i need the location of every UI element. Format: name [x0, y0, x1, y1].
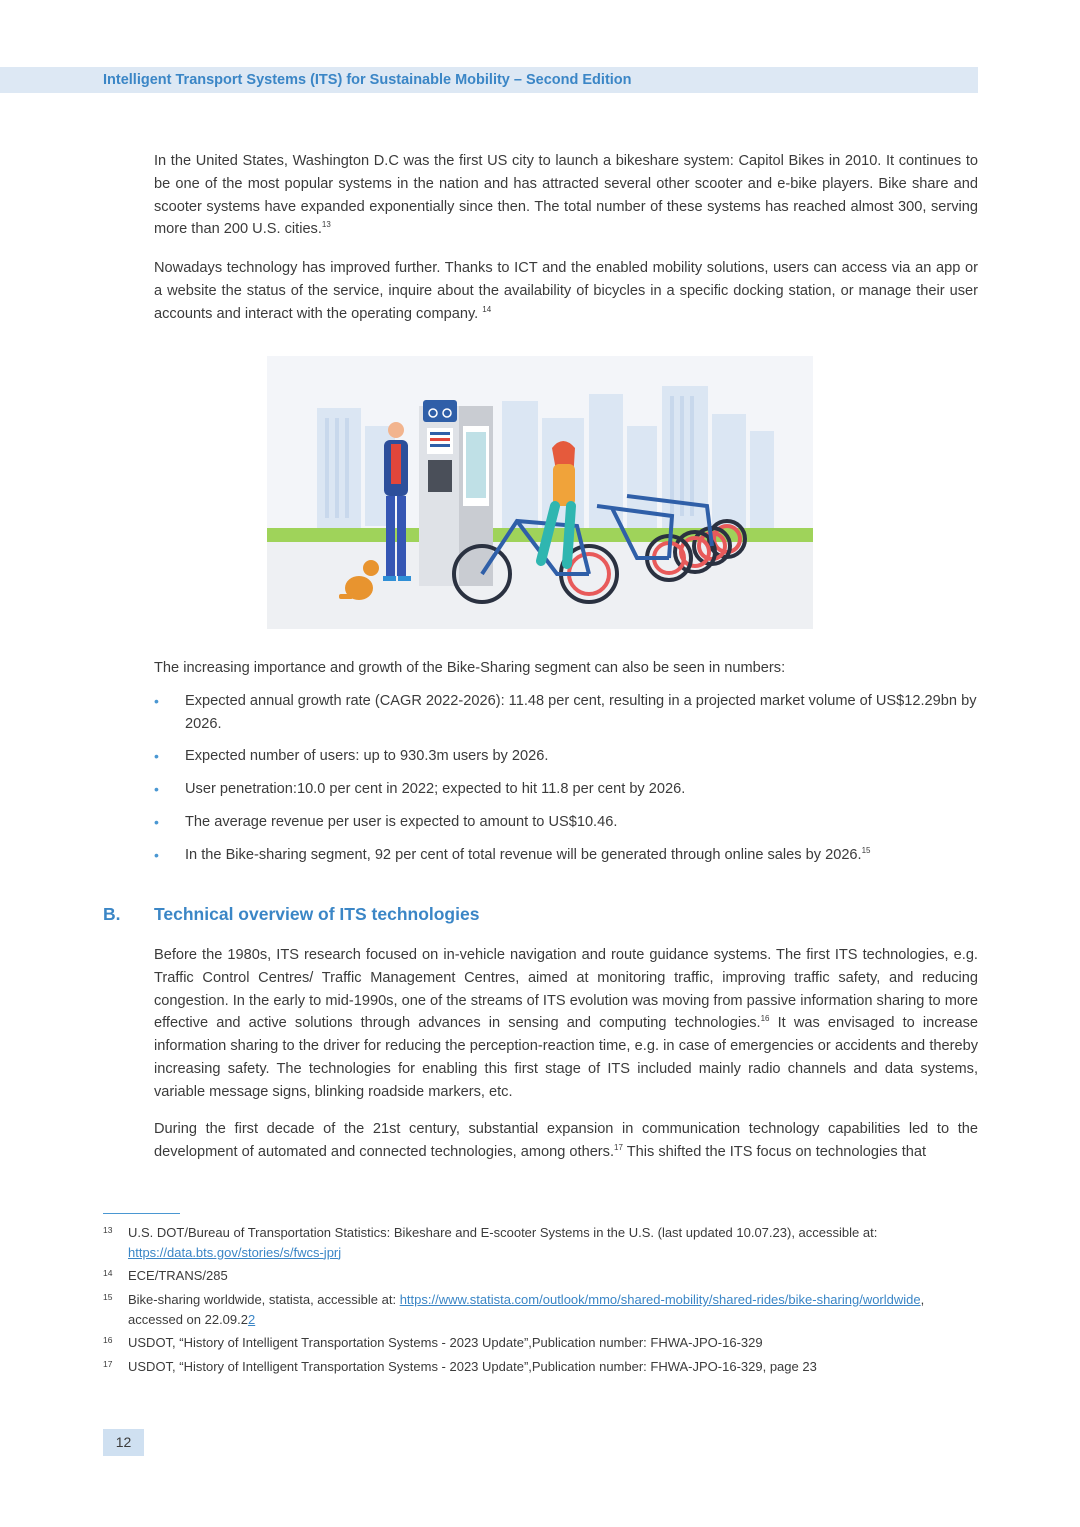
footnote-text-main: U.S. DOT/Bureau of Transportation Statistics: Bikeshare and E-scooter Systems in the U.S. (last updated 10.07.23), accessible at:	[128, 1225, 878, 1240]
footnote-ref[interactable]: 15	[861, 846, 871, 856]
paragraph-text: During the first decade of the 21st century, substantial expansion in communication technology capabilities led to the development of automated and connected technologies, among others.	[154, 1121, 978, 1160]
footnote-link[interactable]: https://data.bts.gov/stories/s/fwcs-jprj	[128, 1244, 342, 1260]
list-item-text: The average revenue per user is expected to amount to US$10.46.	[185, 814, 618, 830]
paragraph-its-history	[154, 944, 978, 1104]
section-letter: B.	[103, 904, 121, 924]
footnote-number: 17	[103, 1359, 113, 1369]
footnote-text	[128, 1290, 978, 1329]
bullet-icon: •	[154, 781, 159, 797]
list-item-text	[185, 844, 978, 867]
page-number: 12	[103, 1429, 144, 1456]
paragraph-bikeshare-us	[154, 150, 978, 241]
running-header	[0, 67, 978, 93]
footnote-number: 13	[103, 1225, 113, 1235]
footnote-ref[interactable]: 17	[614, 1142, 623, 1152]
footnote-text	[128, 1223, 978, 1262]
grass-strip	[267, 528, 813, 542]
list-item-text-main: In the Bike-sharing segment, 92 per cent of total revenue will be generated through online sales by 2026.	[185, 847, 862, 863]
footnote-text: USDOT, “History of Intelligent Transportation Systems - 2023 Update”,Publication number: FHWA-JPO-16-329	[128, 1335, 763, 1350]
paragraph-text: Nowadays technology has improved further. Thanks to ICT and the enabled mobility solutions, users can access via an app or a website the status of the service, inquire about the availability of bicycles in a specific docking station, or manage their user accounts and interact with the operating company.	[154, 260, 978, 322]
list-item-text: Expected annual growth rate (CAGR 2022-2026): 11.48 per cent, resulting in a projected market volume of US$12.29bn by 2026.	[185, 693, 977, 732]
footnote-ref[interactable]: 16	[760, 1014, 770, 1024]
footnote-link[interactable]: https://www.statista.com/outlook/mmo/shared-mobility/shared-rides/bike-sharing/worldwide	[399, 1292, 921, 1307]
bike-sharing-illustration	[267, 356, 813, 629]
section-title: Technical overview of ITS technologies	[154, 904, 480, 924]
footnote-text-main: Bike-sharing worldwide, statista, accessible at:	[128, 1292, 400, 1307]
footnote-divider	[103, 1213, 180, 1214]
list-item-text: User penetration:10.0 per cent in 2022; expected to hit 11.8 per cent by 2026.	[185, 781, 686, 797]
footnote-number: 14	[103, 1268, 113, 1278]
document-title: Intelligent Transport Systems (ITS) for Sustainable Mobility – Second Edition	[103, 72, 632, 88]
footnote-text: ECE/TRANS/285	[128, 1268, 228, 1283]
paragraph-21st-century	[154, 1118, 978, 1164]
list-item-text: Expected number of users: up to 930.3m users by 2026.	[185, 748, 549, 764]
footnote-ref[interactable]: 14	[482, 304, 492, 314]
paragraph-growth-intro: The increasing importance and growth of the Bike-Sharing segment can also be seen in numbers:	[154, 660, 786, 676]
bullet-icon: •	[154, 847, 159, 863]
bullet-icon: •	[154, 814, 159, 830]
footnote-text: USDOT, “History of Intelligent Transportation Systems - 2023 Update”,Publication number: FHWA-JPO-16-329, page 23	[128, 1359, 817, 1374]
paragraph-text: In the United States, Washington D.C was the first US city to launch a bikeshare system: Capitol Bikes in 2010. It continues to be one of the most popular systems in the nation and has attracted several other scooter and e-bike players. Bike share and scooter systems have expanded exponentially since then. The total number of these systems has reached almost 300, serving more than 200 U.S. cities.	[154, 153, 978, 238]
docking-kiosk	[419, 400, 493, 586]
footnote-text-after: , accessed on 22.09.2	[128, 1292, 925, 1327]
footnote-number: 16	[103, 1335, 113, 1345]
paragraph-text: Before the 1980s, ITS research focused on in-vehicle navigation and route guidance systems. The first ITS technologies, e.g. Traffic Control Centres/ Traffic Management Centres, aimed at monitoring traffic, improving traffic safety, and reducing congestion. In the early to mid-1990s, one of the streams of ITS evolution was moving from passive information sharing to more effective and active solutions through advances in sensing and computing technologies.	[154, 947, 978, 1032]
bullet-icon: •	[154, 748, 159, 764]
paragraph-text-cont: It was envisaged to increase information sharing to the driver for reducing the perception-reaction time, e.g. in case of emergencies or accidents and thereby increasing safety. The technologies for enabling this first stage of ITS included mainly radio channels and data systems, variable message signs, blinking roadside markers, etc.	[154, 1015, 979, 1100]
footnote-link-tail[interactable]: 2	[247, 1311, 256, 1327]
paragraph-text-cont: This shifted the ITS focus on technologies that	[622, 1143, 927, 1160]
paragraph-technology	[154, 257, 978, 325]
footnote-number: 15	[103, 1292, 113, 1302]
bullet-icon: •	[154, 693, 159, 709]
footnote-ref[interactable]: 13	[321, 220, 331, 230]
